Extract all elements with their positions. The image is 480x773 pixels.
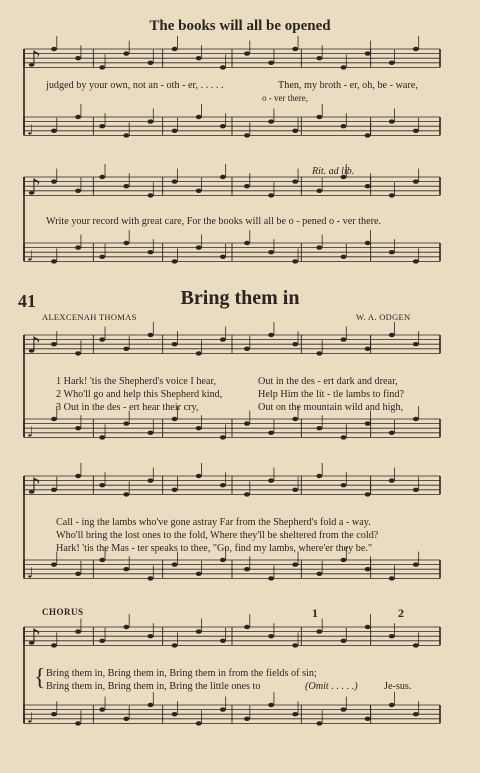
note-head	[292, 562, 298, 566]
note-head	[196, 189, 202, 193]
note-head	[244, 133, 250, 137]
note-head	[389, 250, 395, 254]
note-head	[365, 717, 371, 721]
hymn-number: 41	[18, 291, 36, 311]
note-head	[268, 333, 274, 337]
note-head	[99, 707, 105, 711]
note-head	[196, 426, 202, 430]
note-head	[51, 47, 57, 51]
note-head	[413, 47, 419, 51]
composer-credit: W. A. ODGEN	[356, 312, 411, 322]
prev-lyric-line-2: Write your record with great care, For the books will all be o - pened o - ver there.	[46, 216, 382, 227]
verse2-part-b: Help Him the lit - tle lambs to find?	[258, 389, 404, 400]
prev-hymn-title: The books will all be opened	[149, 18, 331, 34]
bass-clef: ♩	[27, 710, 34, 727]
note-head	[316, 426, 322, 430]
note-head	[341, 337, 347, 341]
note-head	[292, 179, 298, 183]
note-head	[196, 721, 202, 725]
note-head	[365, 347, 371, 351]
note-head	[196, 572, 202, 576]
note-head	[244, 51, 250, 55]
note-head	[292, 488, 298, 492]
note-head	[413, 259, 419, 263]
note-head	[51, 562, 57, 566]
note-head	[244, 241, 250, 245]
note-head	[268, 250, 274, 254]
note-head	[316, 572, 322, 576]
note-head	[148, 119, 154, 123]
note-head	[75, 56, 81, 60]
note-head	[172, 179, 178, 183]
note-head	[413, 643, 419, 647]
note-head	[99, 639, 105, 643]
note-head	[99, 337, 105, 341]
note-head	[196, 115, 202, 119]
note-head	[413, 712, 419, 716]
note-head	[220, 483, 226, 487]
note-head	[123, 567, 129, 571]
note-head	[292, 129, 298, 133]
note-head	[341, 124, 347, 128]
note-head	[75, 426, 81, 430]
note-head	[389, 61, 395, 65]
note-head	[365, 625, 371, 629]
note-head	[220, 337, 226, 341]
note-head	[389, 634, 395, 638]
note-head	[268, 634, 274, 638]
note-head	[123, 625, 129, 629]
note-head	[316, 245, 322, 249]
note-head	[196, 245, 202, 249]
note-head	[172, 47, 178, 51]
note-head	[148, 250, 154, 254]
note-head	[389, 119, 395, 123]
note-head	[172, 643, 178, 647]
treble-clef: ♪	[27, 474, 42, 500]
note-head	[51, 259, 57, 263]
note-head	[316, 629, 322, 633]
note-head	[341, 483, 347, 487]
note-head	[99, 435, 105, 439]
note-head	[75, 351, 81, 355]
note-head	[292, 259, 298, 263]
note-head	[268, 119, 274, 123]
note-head	[316, 474, 322, 478]
chorus-brace: {	[34, 665, 46, 691]
note-head	[148, 576, 154, 580]
treble-clef: ♪	[27, 333, 42, 359]
note-head	[292, 643, 298, 647]
note-head	[244, 625, 250, 629]
verse2-part-c: Who'll bring the lost ones to the fold, Where they'll be sheltered from the cold?	[56, 530, 379, 541]
note-head	[389, 703, 395, 707]
note-head	[341, 65, 347, 69]
note-head	[316, 721, 322, 725]
prev-lyric-line-1c: o - ver there,	[262, 93, 308, 103]
note-head	[196, 629, 202, 633]
note-head	[51, 417, 57, 421]
omit-marking: (Omit . . . . .)	[305, 681, 358, 692]
note-head	[341, 255, 347, 259]
verse3-part-c: Hark! 'tis the Mas - ter speaks to thee, "Go, find my lambs, where'er they be."	[56, 543, 373, 554]
second-ending-number: 2	[398, 606, 404, 620]
note-head	[123, 184, 129, 188]
note-head	[316, 351, 322, 355]
note-head	[220, 124, 226, 128]
note-head	[413, 488, 419, 492]
note-head	[365, 567, 371, 571]
note-head	[268, 61, 274, 65]
note-head	[292, 712, 298, 716]
tempo-marking: Rit. ad lib.	[312, 166, 355, 177]
note-head	[341, 558, 347, 562]
note-head	[99, 558, 105, 562]
note-head	[220, 435, 226, 439]
chorus-line-2-end: Je-sus.	[384, 681, 412, 692]
note-head	[75, 245, 81, 249]
note-head	[51, 712, 57, 716]
note-head	[148, 478, 154, 482]
note-head	[316, 189, 322, 193]
note-head	[196, 474, 202, 478]
note-head	[292, 417, 298, 421]
bass-clef: ♩	[27, 565, 34, 582]
note-head	[220, 255, 226, 259]
note-head	[244, 567, 250, 571]
note-head	[220, 65, 226, 69]
note-head	[196, 351, 202, 355]
hymn-title: Bring them in	[180, 287, 300, 309]
note-head	[268, 193, 274, 197]
note-head	[196, 56, 202, 60]
note-head	[99, 483, 105, 487]
note-head	[365, 51, 371, 55]
note-head	[220, 175, 226, 179]
note-head	[172, 562, 178, 566]
note-head	[51, 179, 57, 183]
note-head	[316, 115, 322, 119]
note-head	[75, 115, 81, 119]
note-head	[389, 576, 395, 580]
note-head	[413, 129, 419, 133]
note-head	[389, 333, 395, 337]
note-head	[244, 184, 250, 188]
note-head	[51, 342, 57, 346]
note-head	[172, 342, 178, 346]
note-head	[99, 255, 105, 259]
treble-clef: ♪	[27, 47, 42, 73]
note-head	[75, 721, 81, 725]
note-head	[172, 488, 178, 492]
note-head	[172, 129, 178, 133]
note-head	[268, 703, 274, 707]
note-head	[51, 488, 57, 492]
note-head	[413, 562, 419, 566]
chorus-line-2: Bring them in, Bring them in, Bring the little ones to	[46, 681, 261, 692]
note-head	[389, 478, 395, 482]
first-ending-number: 1	[312, 606, 318, 620]
note-head	[51, 129, 57, 133]
note-head	[148, 431, 154, 435]
note-head	[148, 61, 154, 65]
note-head	[292, 342, 298, 346]
verse3-part-b: Out on the mountain wild and high,	[258, 402, 404, 413]
verse3-part-a: 3 Out in the des - ert hear their cry,	[56, 402, 199, 413]
note-head	[99, 175, 105, 179]
verse2-part-a: 2 Who'll go and help this Shepherd kind,	[56, 389, 223, 400]
note-head	[220, 639, 226, 643]
note-head	[148, 634, 154, 638]
note-head	[123, 241, 129, 245]
note-head	[220, 707, 226, 711]
note-head	[389, 193, 395, 197]
note-head	[99, 65, 105, 69]
note-head	[123, 717, 129, 721]
note-head	[123, 492, 129, 496]
chorus-label: CHORUS	[42, 607, 84, 617]
note-head	[365, 492, 371, 496]
note-head	[99, 124, 105, 128]
note-head	[123, 421, 129, 425]
verse1-part-a: 1 Hark! 'tis the Shepherd's voice I hear,	[56, 376, 216, 387]
note-head	[75, 474, 81, 478]
note-head	[123, 133, 129, 137]
note-head	[172, 259, 178, 263]
lyricist-credit: ALEXCENAH THOMAS	[42, 312, 137, 322]
note-head	[316, 56, 322, 60]
note-head	[244, 717, 250, 721]
note-head	[413, 417, 419, 421]
note-head	[172, 712, 178, 716]
note-head	[148, 703, 154, 707]
note-head	[244, 421, 250, 425]
chorus-line-1: Bring them in, Bring them in, Bring them in from the fields of sin;	[46, 668, 317, 679]
note-head	[148, 193, 154, 197]
note-head	[51, 643, 57, 647]
note-head	[172, 417, 178, 421]
treble-clef: ♪	[27, 625, 42, 651]
note-head	[148, 333, 154, 337]
note-head	[268, 431, 274, 435]
note-head	[365, 241, 371, 245]
note-head	[220, 558, 226, 562]
prev-lyric-line-1: judged by your own, not an - oth - er, . . . . .	[46, 80, 224, 91]
note-head	[75, 629, 81, 633]
note-head	[389, 431, 395, 435]
note-head	[365, 133, 371, 137]
note-head	[123, 347, 129, 351]
note-head	[341, 435, 347, 439]
prev-lyric-line-1b: Then, my broth - er, oh, be - ware,	[278, 80, 418, 91]
note-head	[365, 421, 371, 425]
note-head	[292, 47, 298, 51]
note-head	[244, 492, 250, 496]
bass-clef: ♩	[27, 122, 34, 139]
note-head	[365, 184, 371, 188]
note-head	[75, 572, 81, 576]
note-head	[413, 179, 419, 183]
note-head	[341, 639, 347, 643]
note-head	[244, 347, 250, 351]
note-head	[268, 478, 274, 482]
note-head	[75, 189, 81, 193]
treble-clef: ♪	[27, 175, 42, 201]
bass-clef: ♩	[27, 424, 34, 441]
verse1-part-c: Call - ing the lambs who've gone astray Far from the Shepherd's fold a - way.	[56, 517, 371, 528]
note-head	[268, 576, 274, 580]
verse1-part-b: Out in the des - ert dark and drear,	[258, 376, 398, 387]
bass-clef: ♩	[27, 248, 34, 265]
note-head	[413, 342, 419, 346]
note-head	[341, 707, 347, 711]
note-head	[123, 51, 129, 55]
